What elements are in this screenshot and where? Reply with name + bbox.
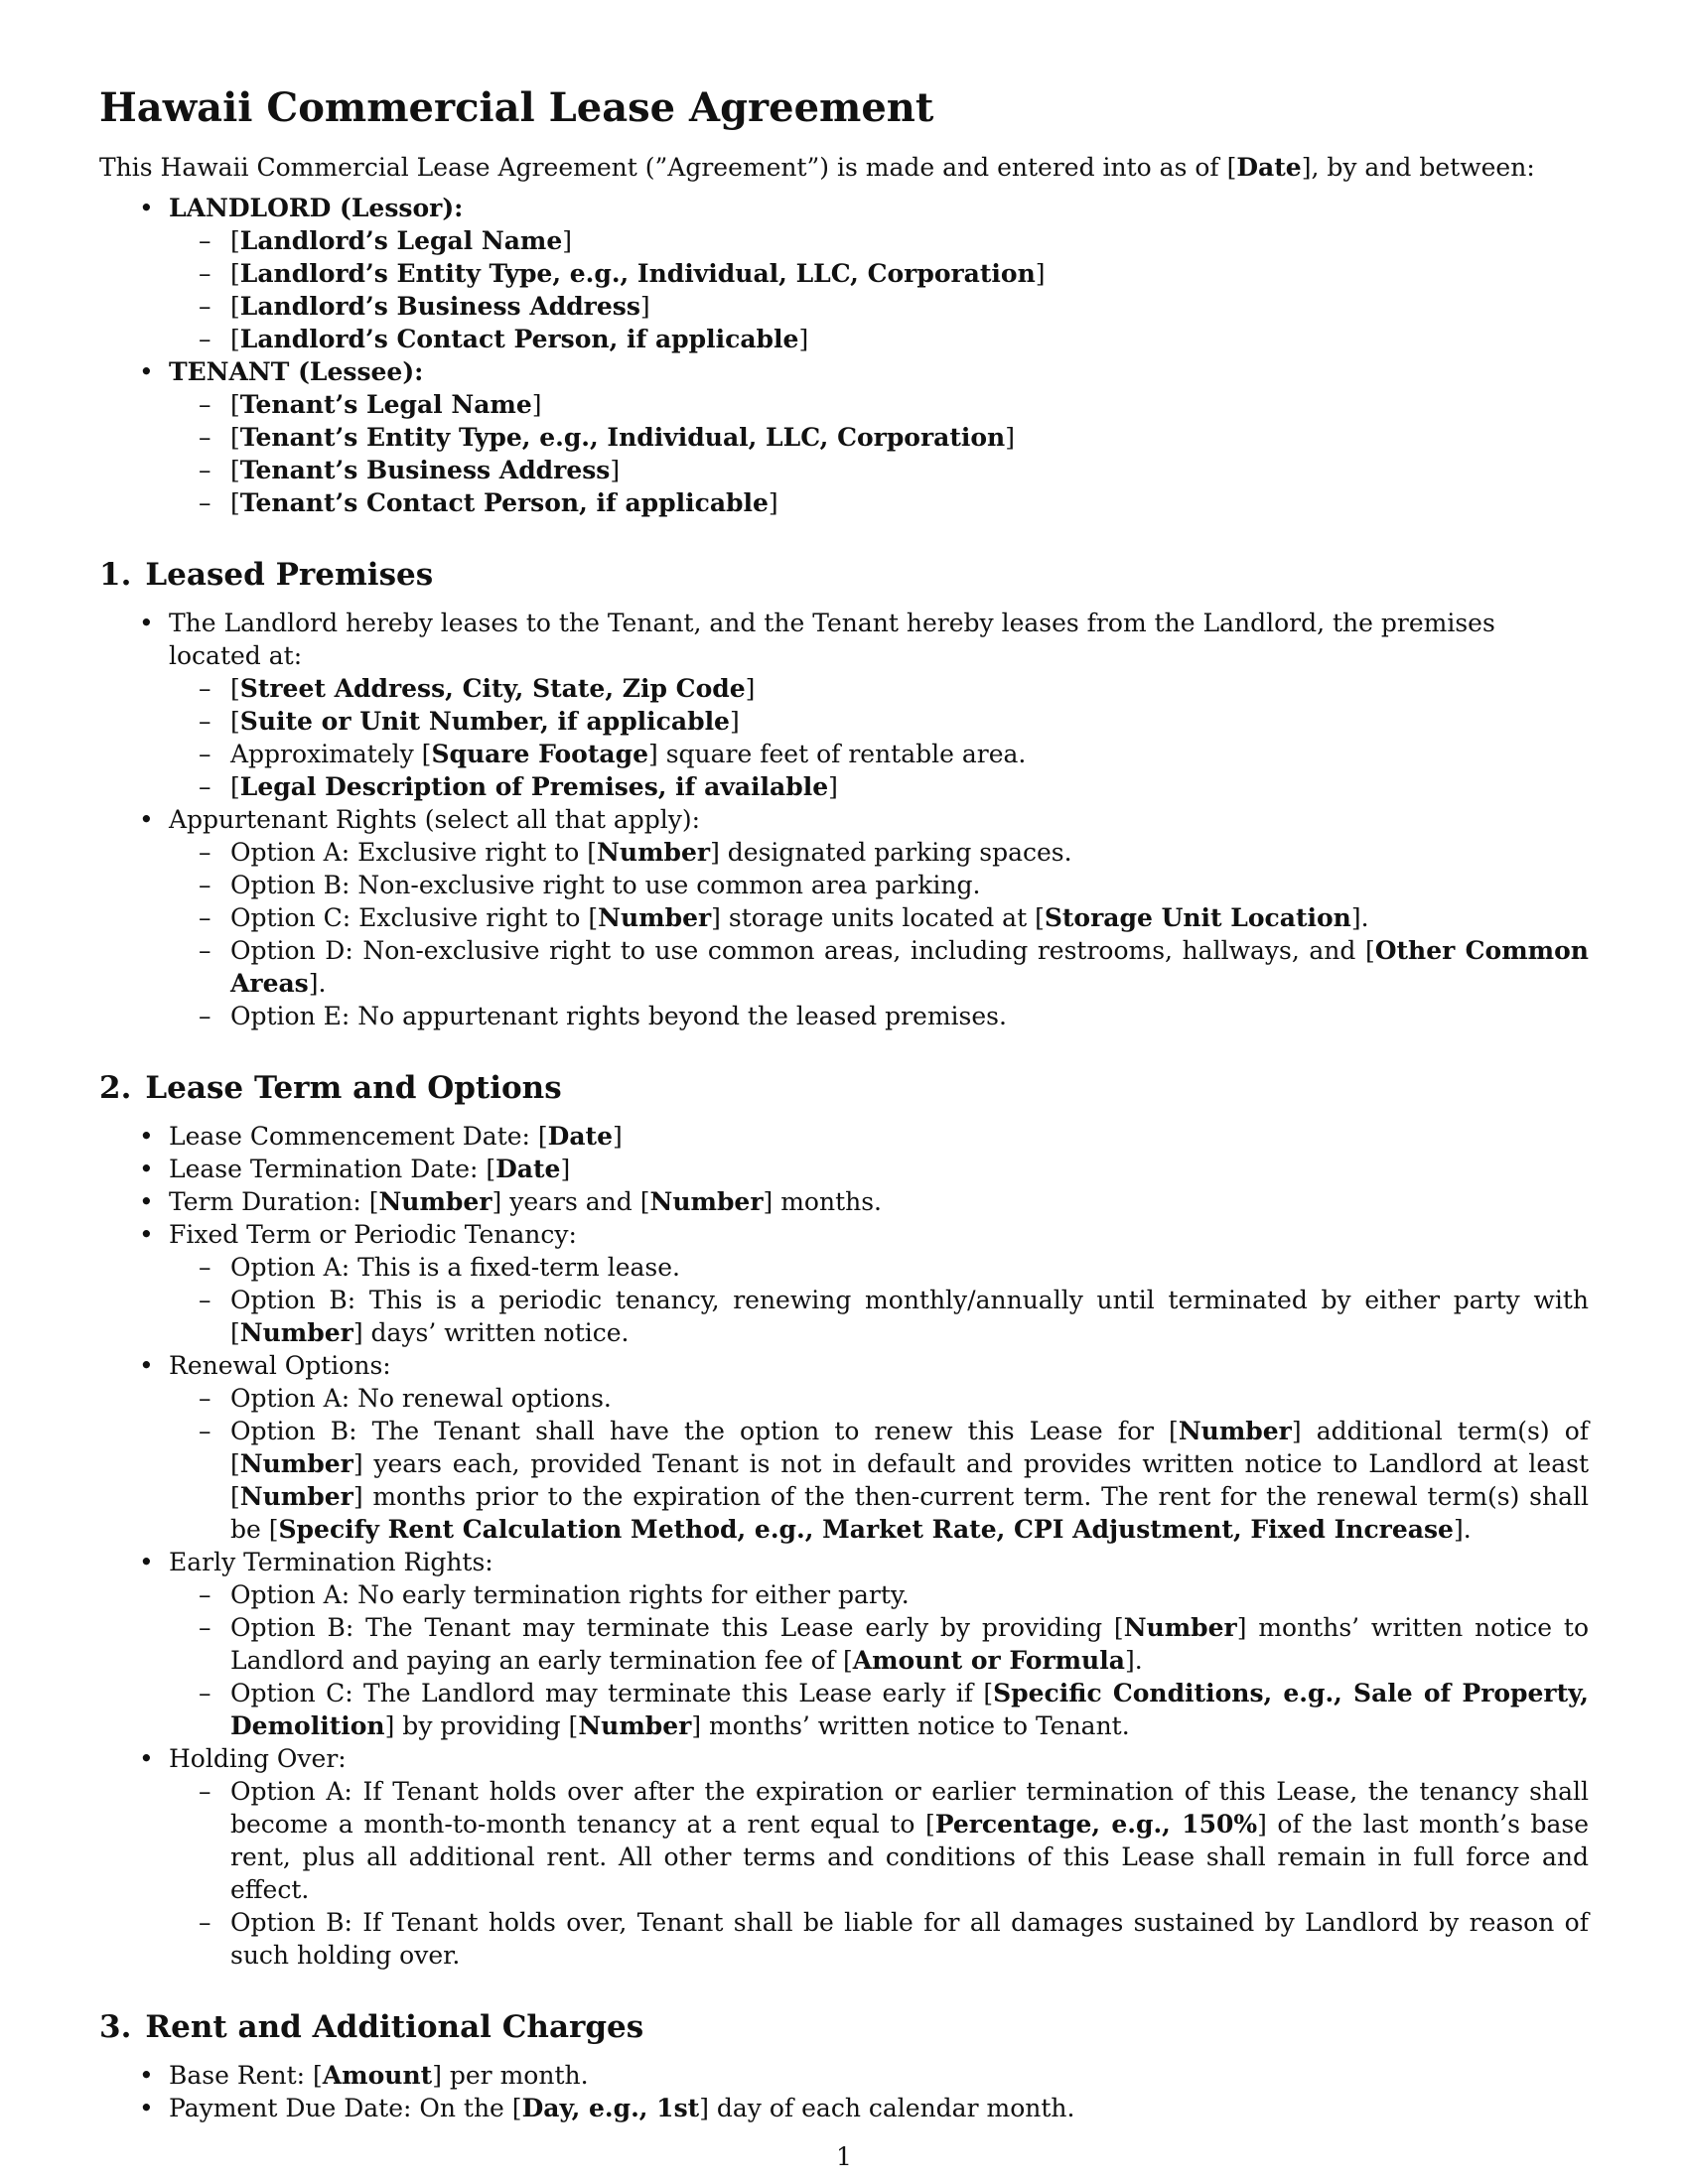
- list-item: – [Street Address, City, State, Zip Code]: [169, 672, 1589, 705]
- section-1-heading: 1. Leased Premises: [99, 557, 434, 593]
- list-item: – Option B: Non-exclusive right to use common area parking.: [169, 869, 1589, 901]
- list-item: – [Tenant’s Contact Person, if applicable]: [169, 486, 1589, 519]
- list-item: • The Landlord hereby leases to the Tenant, and the Tenant hereby leases from the Landlord, the premises located at: – [Street Address, City, State, Zip Code] – [Suite or Unit Number, if applicable] – Approximately [Square Footage] square feet of rentable area. – [Legal Description of Premises, if available]: [99, 607, 1589, 803]
- landlord-party: [99, 192, 1589, 355]
- tenant-party: [99, 355, 1589, 519]
- list-item: • Early Termination Rights: – Option A: No early termination rights for either party. – Option B: The Tenant may terminate this Lease early by providing [Number] months’ written notice to Landlord and paying an early termination fee of [Amount or Formula]. – Option C: The Landlord may terminate this Lease early if [Specific Conditions, e.g., Sale of Property, Demolition] by providing [Number] months’ written notice to Tenant.: [99, 1546, 1589, 1742]
- list-item: • Payment Due Date: On the [Day, e.g., 1st] day of each calendar month.: [99, 2092, 1589, 2124]
- list-item: – [Tenant’s Business Address]: [169, 454, 1589, 486]
- list-item: • Fixed Term or Periodic Tenancy: – Option A: This is a fixed-term lease. – Option B: This is a periodic tenancy, renewing monthly/annually until terminated by either party with [Number] days’ written notice.: [99, 1218, 1589, 1349]
- list-item: – Option A: Exclusive right to [Number] designated parking spaces.: [169, 836, 1589, 869]
- list-item: – [Suite or Unit Number, if applicable]: [169, 705, 1589, 738]
- list-item: – Option E: No appurtenant rights beyond the leased premises.: [169, 1000, 1589, 1032]
- list-item: – Option B: If Tenant holds over, Tenant shall be liable for all damages sustained by Landlord by reason of such holding over.: [169, 1906, 1589, 1972]
- section-3-heading: 3. Rent and Additional Charges: [99, 2009, 644, 2045]
- list-item: – Option A: No renewal options.: [169, 1382, 1589, 1415]
- list-item: – Option A: If Tenant holds over after the expiration or earlier termination of this Lease, the tenancy shall become a month-to-month tenancy at a rent equal to [Percentage, e.g., 150%] of the last month’s base rent, plus all additional rent. All other terms and conditions of this Lease shall remain in full force and effect.: [169, 1775, 1589, 1906]
- intro-paragraph: This Hawaii Commercial Lease Agreement (”Agreement”) is made and entered into as of [Date], by and between:: [99, 153, 1535, 182]
- list-item: – [Legal Description of Premises, if available]: [169, 770, 1589, 803]
- list-item: – Option A: This is a fixed-term lease.: [169, 1251, 1589, 1284]
- list-item: • Lease Termination Date: [Date]: [99, 1153, 1589, 1185]
- document-title: Hawaii Commercial Lease Agreement: [99, 84, 934, 131]
- section-1-list: [99, 607, 1589, 1032]
- list-item: – [Tenant’s Legal Name]: [169, 388, 1589, 421]
- list-item: • Base Rent: [Amount] per month.: [99, 2059, 1589, 2092]
- tenant-heading: TENANT (Lessee):: [169, 357, 424, 386]
- list-item: – [Landlord’s Entity Type, e.g., Individual, LLC, Corporation]: [169, 257, 1589, 290]
- list-item: – [Landlord’s Business Address]: [169, 290, 1589, 323]
- list-item: • Holding Over: – Option A: If Tenant holds over after the expiration or earlier termination of this Lease, the tenancy shall become a month-to-month tenancy at a rent equal to [Percentage, e.g., 150%] of the last month’s base rent, plus all additional rent. All other terms and conditions of this Lease shall remain in full force and effect. – Option B: If Tenant holds over, Tenant shall be liable for all damages sustained by Landlord by reason of such holding over.: [99, 1742, 1589, 1972]
- list-item: – Option C: The Landlord may terminate this Lease early if [Specific Conditions, e.g., Sale of Property, Demolition] by providing [Number] months’ written notice to Tenant.: [169, 1677, 1589, 1742]
- parties-list: [99, 192, 1589, 519]
- section-2-heading: 2. Lease Term and Options: [99, 1070, 562, 1106]
- list-item: – Option D: Non-exclusive right to use common areas, including restrooms, hallways, and [Other Common Areas].: [169, 934, 1589, 1000]
- landlord-heading: LANDLORD (Lessor):: [169, 194, 464, 222]
- list-item: – [Landlord’s Legal Name]: [169, 224, 1589, 257]
- list-item: – [Tenant’s Entity Type, e.g., Individual, LLC, Corporation]: [169, 421, 1589, 454]
- list-item: – Option A: No early termination rights for either party.: [169, 1578, 1589, 1611]
- list-item: • Lease Commencement Date: [Date]: [99, 1120, 1589, 1153]
- list-item: – Option B: The Tenant may terminate this Lease early by providing [Number] months’ written notice to Landlord and paying an early termination fee of [Amount or Formula].: [169, 1611, 1589, 1677]
- list-item: – Option B: This is a periodic tenancy, renewing monthly/annually until terminated by either party with [Number] days’ written notice.: [169, 1284, 1589, 1349]
- list-item: – [Landlord’s Contact Person, if applicable]: [169, 323, 1589, 355]
- section-2-list: [99, 1120, 1589, 1972]
- page-number: 1: [836, 2142, 852, 2171]
- list-item: – Approximately [Square Footage] square feet of rentable area.: [169, 738, 1589, 770]
- list-item: • Term Duration: [Number] years and [Number] months.: [99, 1185, 1589, 1218]
- list-item: • Renewal Options: – Option A: No renewal options. – Option B: The Tenant shall have the option to renew this Lease for [Number] additional term(s) of [Number] years each, provided Tenant is not in default and provides written notice to Landlord at least [Number] months prior to the expiration of the then-current term. The rent for the renewal term(s) shall be [Specify Rent Calculation Method, e.g., Market Rate, CPI Adjustment, Fixed Increase].: [99, 1349, 1589, 1546]
- list-item: • Appurtenant Rights (select all that apply): – Option A: Exclusive right to [Number] designated parking spaces. – Option B: Non-exclusive right to use common area parking. – Option C: Exclusive right to [Number] storage units located at [Storage Unit Location]. – Option D: Non-exclusive right to use common areas, including restrooms, hallways, and [Other Common Areas]. – Option E: No appurtenant rights beyond the leased premises.: [99, 803, 1589, 1032]
- list-item: – Option C: Exclusive right to [Number] storage units located at [Storage Unit Location].: [169, 901, 1589, 934]
- document-page: [99, 83, 1589, 2124]
- section-3-list: [99, 2059, 1589, 2124]
- list-item: – Option B: The Tenant shall have the option to renew this Lease for [Number] additional term(s) of [Number] years each, provided Tenant is not in default and provides written notice to Landlord at least [Number] months prior to the expiration of the then-current term. The rent for the renewal term(s) shall be [Specify Rent Calculation Method, e.g., Market Rate, CPI Adjustment, Fixed Increase].: [169, 1415, 1589, 1546]
